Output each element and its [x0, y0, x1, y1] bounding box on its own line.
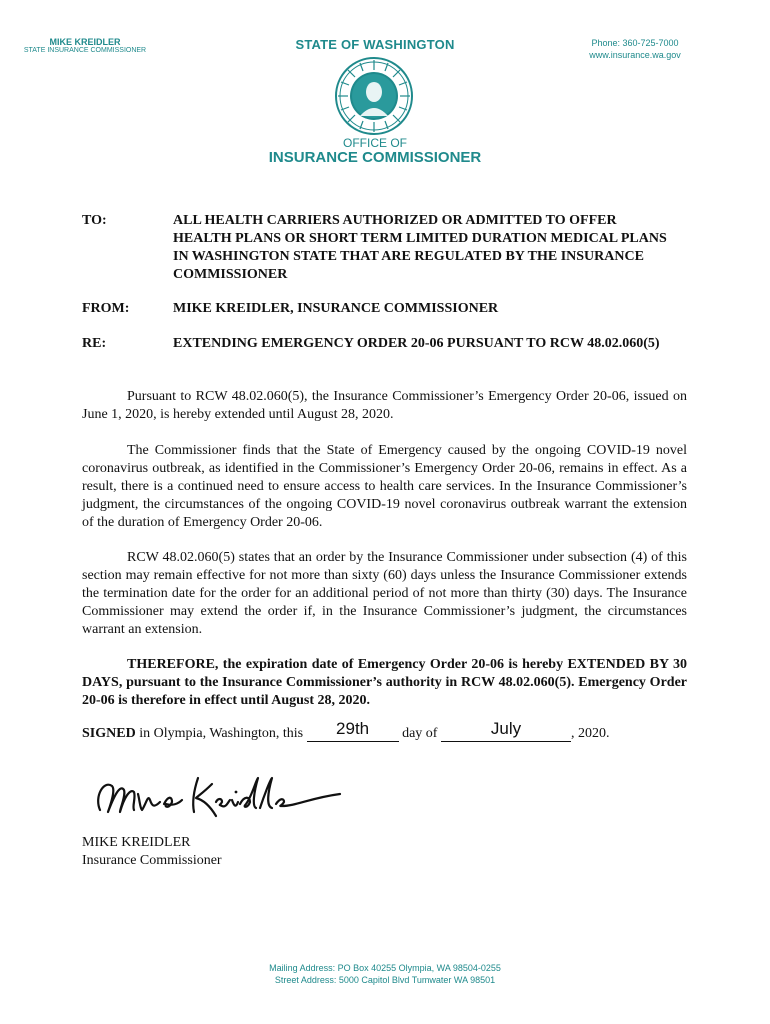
footer-street-address: Street Address: 5000 Capitol Blvd Tumwater WA 98501 — [274, 975, 496, 985]
washington-state-seal-icon — [334, 56, 414, 136]
signatory-name: MIKE KREIDLER — [82, 835, 191, 850]
day-value: 29th — [336, 719, 370, 738]
office-of-label: OFFICE OF — [343, 136, 407, 150]
day-of-text: day of — [398, 726, 441, 741]
paragraph-2 — [82, 442, 687, 532]
header-state: STATE OF WASHINGTON — [295, 37, 455, 52]
paragraph-2-text: The Commissioner finds that the State of Emergency caused by the ongoing COVID-19 novel coronavirus outbreak, as identified in the Commissioner’s Emergency Order 20-06, remains in effect. As a result, there is a continued need to ensure access to health care services. In the Insurance Commissioner’s judgment, the circumstances of the ongoing COVID-19 novel coronavirus outbreak warrant the extension of the duration of Emergency Order 20-06. — [82, 443, 687, 530]
header-phone: Phone: 360-725-7000 — [591, 38, 679, 48]
paragraph-4-text: THEREFORE, the expiration date of Emergency Order 20-06 is hereby EXTENDED BY 30 DAYS, pursuant to the Insurance Commissioner’s authority in RCW 48.02.060(5). Emergency Order 20-06 is therefore in effect until August 28, 2020. — [82, 657, 687, 708]
signatory-block — [82, 834, 222, 870]
month-field[interactable] — [441, 719, 571, 742]
header-commissioner-name: MIKE KREIDLER — [49, 37, 121, 47]
footer-mailing-address: Mailing Address: PO Box 40255 Olympia, WA 98504-0255 — [269, 963, 501, 973]
to-label: TO: — [82, 213, 107, 228]
signed-text: in Olympia, Washington, this — [135, 726, 307, 741]
footer-addresses — [200, 962, 570, 986]
header-commissioner-title: STATE INSURANCE COMMISSIONER — [23, 47, 147, 54]
paragraph-1-text: Pursuant to RCW 48.02.060(5), the Insurance Commissioner’s Emergency Order 20-06, issued on June 1, 2020, is hereby extended until August 28, 2020. — [82, 389, 687, 422]
signatory-title: Insurance Commissioner — [82, 853, 222, 868]
handwritten-signature-icon — [90, 766, 350, 826]
to-value: ALL HEALTH CARRIERS AUTHORIZED OR ADMITTED TO OFFER HEALTH PLANS OR SHORT TERM LIMITED DURATION MEDICAL PLANS IN WASHINGTON STATE THAT ARE REGULATED BY THE INSURANCE COMMISSIONER — [173, 213, 667, 282]
day-field[interactable] — [307, 719, 399, 742]
header-contact — [560, 37, 710, 61]
month-value: July — [490, 719, 522, 738]
paragraph-3 — [82, 549, 687, 639]
paragraph-1 — [82, 388, 687, 424]
paragraph-4 — [82, 656, 687, 710]
signed-word: SIGNED — [82, 726, 136, 741]
paragraph-3-text: RCW 48.02.060(5) states that an order by the Insurance Commissioner under subsection (4) of this section may remain effective for not more than sixty (60) days unless the Insurance Commissioner extends the termination date for the order for an additional period of not more than thirty (30) days. The Insurance Commissioner may extend the order if, in the Insurance Commissioner’s judgment, the circumstances warrant an extension. — [82, 550, 687, 637]
from-label: FROM: — [82, 301, 130, 316]
year-text: , 2020. — [570, 726, 610, 741]
from-value: MIKE KREIDLER, INSURANCE COMMISSIONER — [173, 301, 499, 316]
signed-line — [82, 719, 610, 742]
re-label: RE: — [82, 336, 107, 351]
office-name: INSURANCE COMMISSIONER — [268, 149, 482, 166]
header-website[interactable]: www.insurance.wa.gov — [589, 50, 681, 60]
re-value: EXTENDING EMERGENCY ORDER 20-06 PURSUANT TO RCW 48.02.060(5) — [173, 336, 660, 351]
